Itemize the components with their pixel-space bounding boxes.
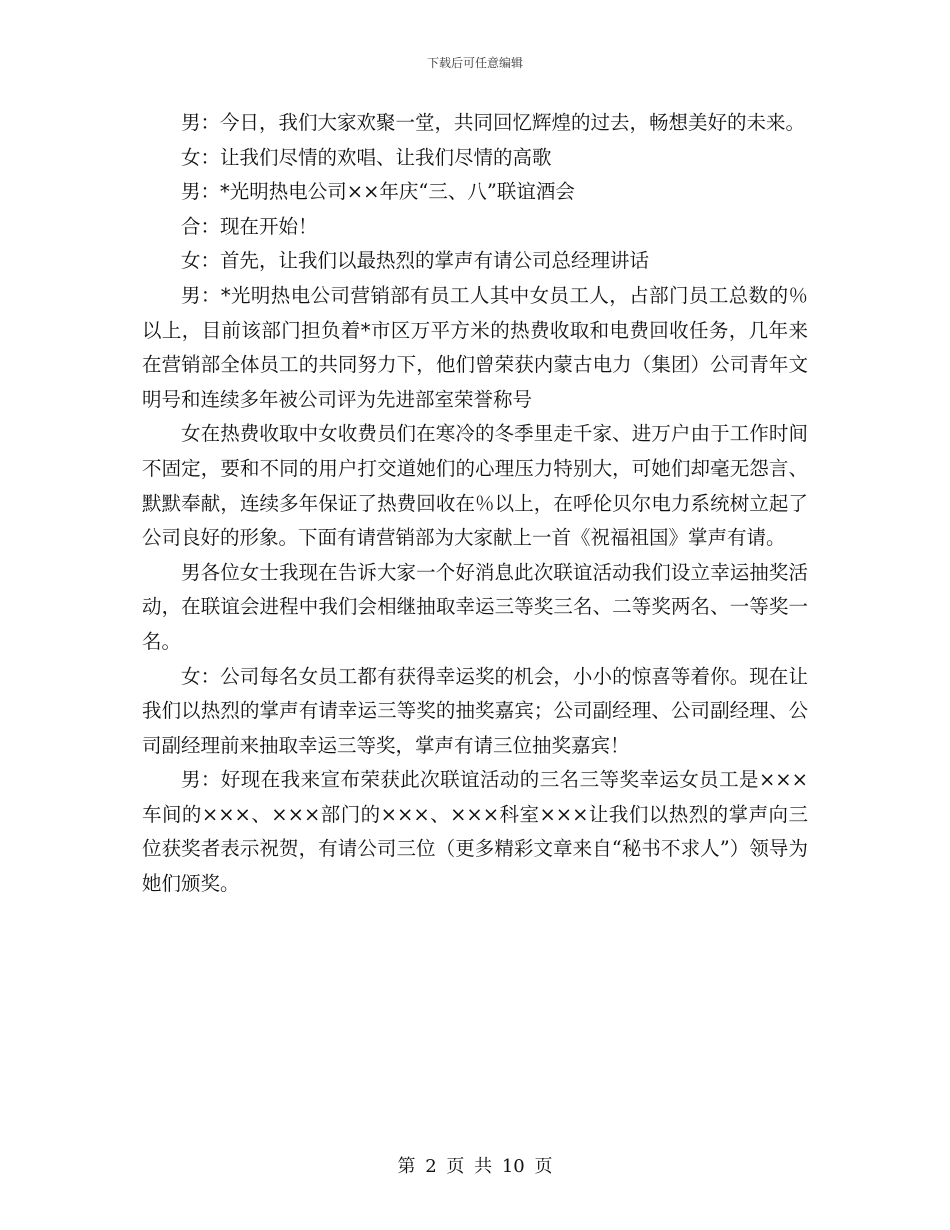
paragraph: 女：让我们尽情的欢唱、让我们尽情的高歌 (181, 145, 552, 169)
paragraph: 男：今日，我们大家欢聚一堂，共同回忆辉煌的过去，畅想美好的未来。 (181, 111, 806, 134)
paragraph: 合：现在开始！ (181, 214, 318, 238)
page-header: 下载后可任意编辑 (426, 56, 523, 70)
paragraph: 女：公司每名女员工都有获得幸运奖的机会，小小的惊喜等着你。现在让我们以热烈的掌声有请幸运三等奖的抽奖嘉宾；公司副经理、公司副经理、公司副经理前来抽取幸运三等奖，掌声有请三位抽奖嘉宾！ (142, 664, 808, 757)
page-number-footer: 第 2 页 共 10 页 (397, 1156, 553, 1177)
paragraph: 男各位女士我现在告诉大家一个好消息此次联谊活动我们设立幸运抽奖活动，在联谊会进程中我们会相继抽取幸运三等奖三名、二等奖两名、一等奖一名。 (142, 560, 808, 653)
paragraph: 男：*光明热电公司营销部有员工人其中女员工人，占部门员工总数的％以上，目前该部门担负着*市区万平方米的热费收取和电费回收任务，几年来在营销部全体员工的共同努力下，他们曾荣获内蒙古电力（集团）公司青年文明号和连续多年被公司评为先进部室荣誉称号 (142, 283, 808, 411)
paragraph: 男：*光明热电公司××年庆“三、八”联谊酒会 (181, 180, 575, 204)
document-body (142, 106, 808, 902)
paragraph: 女在热费收取中女收费员们在寒冷的冬季里走千家、进万户由于工作时间不固定，要和不同的用户打交道她们的心理压力特别大，可她们却毫无怨言、默默奉献，连续多年保证了热费回收在％以上，在呼伦贝尔电力系统树立起了公司良好的形象。下面有请营销部为大家献上一首《祝福祖国》掌声有请。 (142, 422, 808, 550)
paragraph: 女：首先，让我们以最热烈的掌声有请公司总经理讲话 (181, 249, 650, 273)
paragraph: 男：好现在我来宣布荣获此次联谊活动的三名三等奖幸运女员工是×××车间的×××、×××部门的×××、×××科室×××让我们以热烈的掌声向三位获奖者表示祝贺，有请公司三位（更多精彩文章来自“秘书不求人”）领导为她们颁奖。 (142, 768, 808, 896)
